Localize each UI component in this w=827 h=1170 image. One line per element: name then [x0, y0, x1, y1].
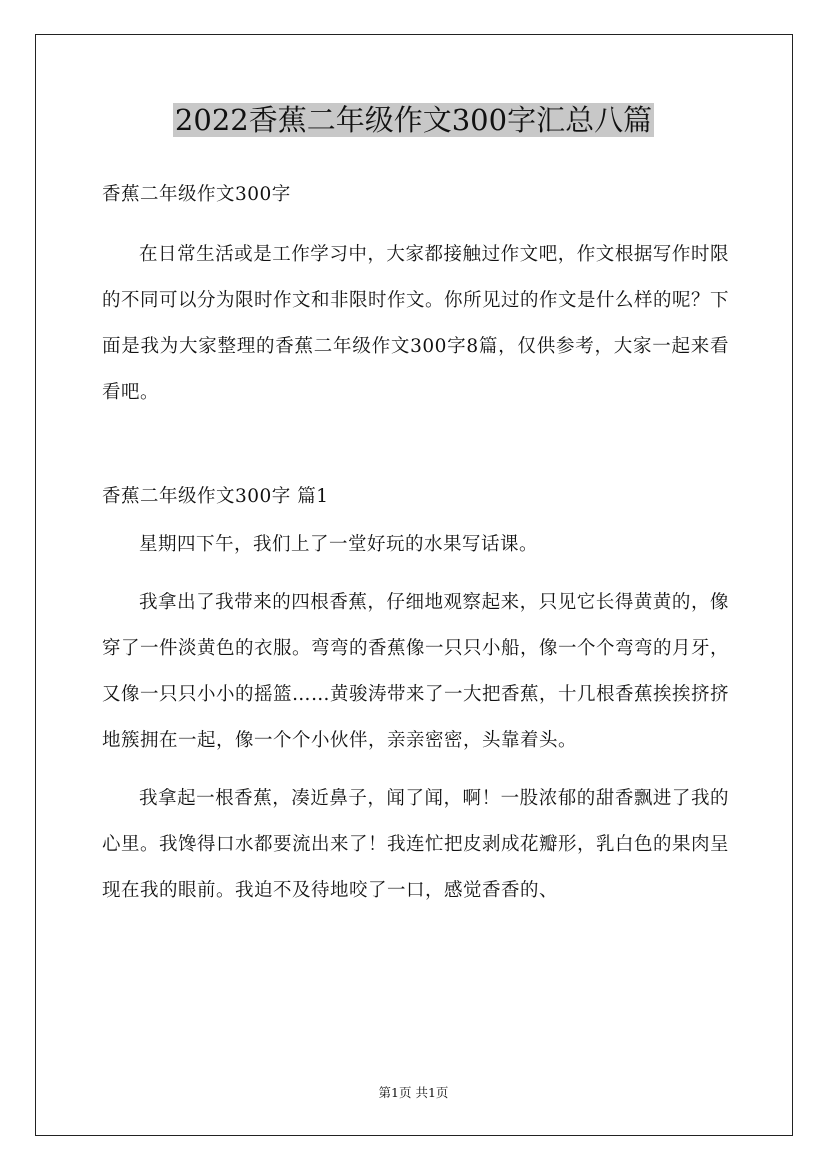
page-footer: 第1页 共1页 — [378, 1085, 449, 1100]
body-paragraph: 我拿出了我带来的四根香蕉，仔细地观察起来，只见它长得黄黄的，像穿了一件淡黄色的衣服。弯弯的香蕉像一只只小船，像一个个弯弯的月牙，又像一只只小小的摇篮……黄骏涛带来了一大把香蕉，十几根香蕉挨挨挤挤地簇拥在一起，像一个个小伙伴，亲亲密密，头靠着头。 — [102, 592, 730, 751]
body-paragraph: 我拿起一根香蕉，凑近鼻子，闻了闻，啊！一股浓郁的甜香飘进了我的心里。我馋得口水都要流出来了！我连忙把皮剥成花瓣形，乳白色的果肉呈现在我的眼前。我迫不及待地咬了一口，感觉香香的、 — [102, 788, 730, 901]
document-title-text: 2022香蕉二年级作文300字汇总八篇 — [174, 103, 653, 137]
document-body — [102, 178, 729, 914]
document-title — [0, 98, 827, 142]
section-heading: 香蕉二年级作文300字 篇1 — [102, 486, 329, 507]
article-subtitle: 香蕉二年级作文300字 — [102, 184, 291, 205]
intro-paragraph: 在日常生活或是工作学习中，大家都接触过作文吧，作文根据写作时限的不同可以分为限时作文和非限时作文。你所见过的作文是什么样的呢？下面是我为大家整理的香蕉二年级作文300字8篇，仅供参考，大家一起来看看吧。 — [102, 244, 730, 403]
body-paragraph: 星期四下午，我们上了一堂好玩的水果写话课。 — [139, 534, 539, 555]
